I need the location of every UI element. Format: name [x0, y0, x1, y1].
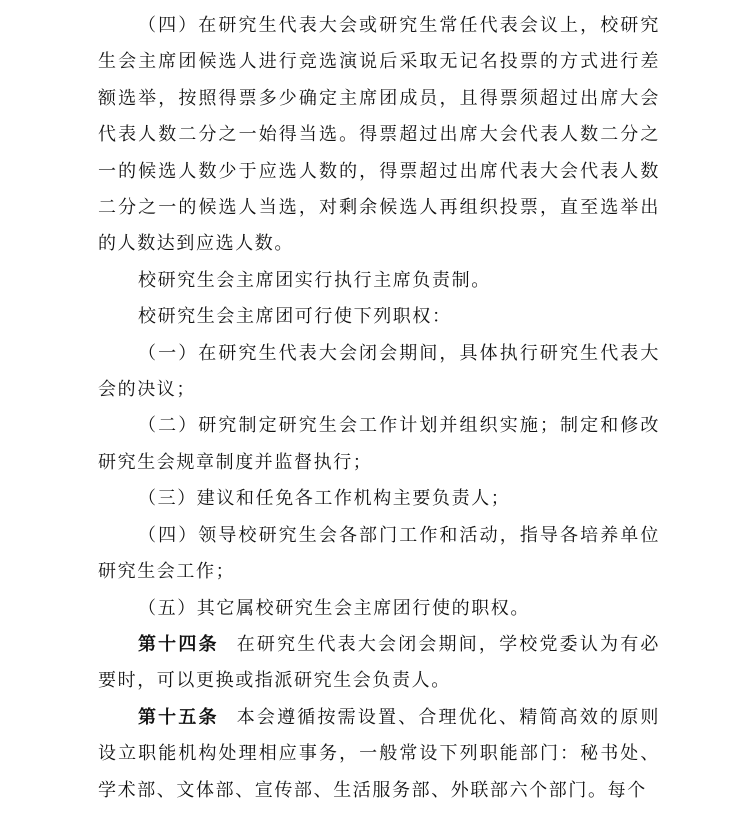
document-page	[98, 8, 660, 809]
list-item-power-3	[98, 481, 660, 517]
paragraph-text: 在研究生代表大会闭会期间，学校党委认为有必要时，可以更换或指派研究生会负责人。	[98, 633, 660, 692]
paragraph-text: （二）研究制定研究生会工作计划并组织实施；制定和修改研究生会规章制度并监督执行；	[98, 415, 660, 473]
paragraph-text: （四）在研究生代表大会或研究生常任代表会议上，校研究生会主席团候选人进行竞选演说后采取无记名投票的方式进行差额选举，按照得票多少确定主席团成员，且得票须超过出席大会代表人数二分之一始得当选。得票超过出席大会代表人数二分之一的候选人数少于应选人数的，得票超过出席代表大会代表人数二分之一的候选人当选，对剩余候选人再组织投票，直至选举出的人数达到应选人数。	[98, 15, 660, 255]
paragraph-text: （五）其它属校研究生会主席团行使的职权。	[138, 597, 530, 619]
article-number: 第十四条	[138, 633, 219, 655]
paragraph-text: （四）领导校研究生会各部门工作和活动，指导各培养单位研究生会工作；	[98, 524, 660, 583]
list-item-power-1	[98, 336, 660, 409]
article-number: 第十五条	[138, 706, 219, 728]
paragraph-text: 校研究生会主席团实行执行主席负责制。	[138, 269, 491, 291]
paragraph-text: （一）在研究生代表大会闭会期间，具体执行研究生代表大会的决议；	[98, 342, 660, 401]
paragraph-text: 本会遵循按需设置、合理优化、精简高效的原则设立职能机构处理相应事务，一般常设下列职能部门：秘书处、学术部、文体部、宣传部、生活服务部、外联部六个部门。每个	[98, 706, 660, 801]
paragraph-presidium-responsibility	[98, 263, 660, 299]
list-item-power-5	[98, 591, 660, 627]
article-14	[98, 627, 660, 700]
list-item-power-4	[98, 518, 660, 591]
paragraph-election-procedure	[98, 8, 660, 263]
paragraph-text: 校研究生会主席团可行使下列职权：	[138, 306, 452, 328]
list-item-power-2	[98, 408, 660, 481]
paragraph-text: （三）建议和任免各工作机构主要负责人；	[138, 488, 511, 510]
article-15	[98, 700, 660, 809]
paragraph-presidium-powers-intro	[98, 299, 660, 335]
